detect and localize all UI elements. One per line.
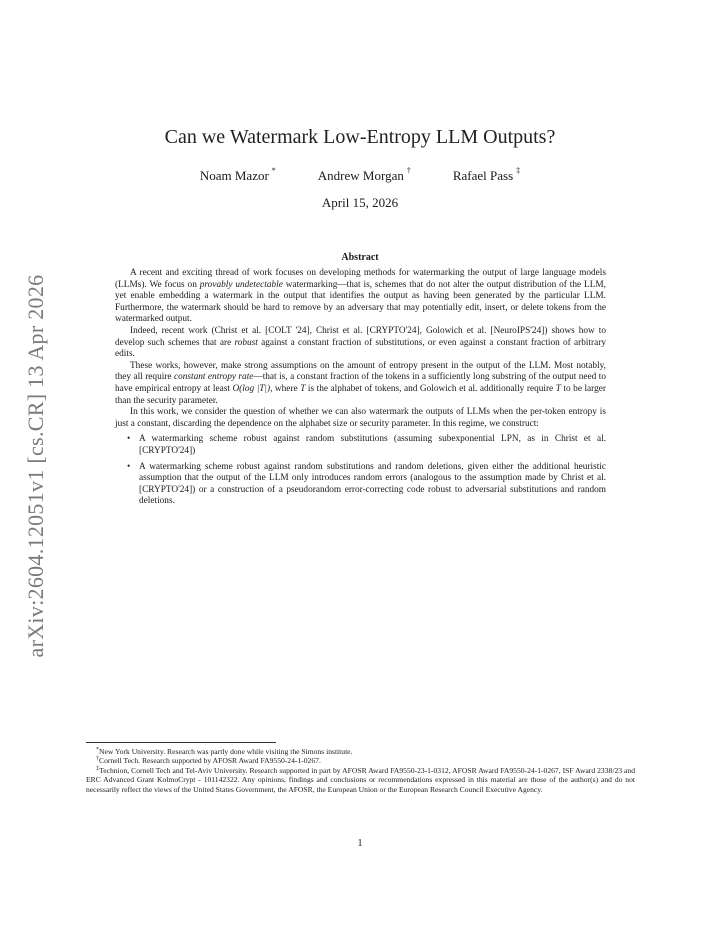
abstract-paragraph-4: In this work, we consider the question of whether we can also watermark the outputs of LLMs when the per-token entropy is just a constant, discarding the dependence on the alphabet size or security parameter. In this regime, we construct: [115,407,606,429]
footnote: †Cornell Tech. Research supported by AFOSR Award FA9550-24-1-0267. [96,756,321,766]
abstract-paragraph-1: A recent and exciting thread of work focuses on developing methods for watermarking the output of large language models (LLMs). We focus on provably undetectable watermarking—that is, schemes that do not alter the output distribution of the LLM, yet enable embedding a watermark in the output that identifies the output as having been generated by the particular LLM. Furthermore, the watermark should be hard to remove by an adversary that may potentially edit, insert, or delete tokens from the watermarked output. [115,268,606,325]
author-mazor [200,168,276,184]
emphasis: provably undetectable [199,279,283,290]
emphasis: robust [234,337,258,348]
paper-date: April 15, 2026 [321,195,399,210]
author-morgan [318,168,411,184]
footnote: ‡Technion, Cornell Tech and Tel-Aviv University. Research supported in part by AFOSR Award FA9550-23-1-0312, AFOSR Award FA9550-24-1-0267, ISF Award 2338/23 and ERC Advanced Grant KolmoCrypt - 101142322. Any opinions, findings and conclusions or recommendations expressed in this material are those of the author(s) and do not necessarily reflect the views of the United States Government, the AFOSR, the European Union or the European Research Council Executive Agency. [86,765,635,794]
bullet-icon: • [127,434,131,445]
arxiv-identifier: arXiv:2604.12051v1 [cs.CR] 13 Apr 2026 [23,274,48,658]
author-pass [453,168,520,184]
author-name: Andrew Morgan [317,168,404,183]
list-item: • A watermarking scheme robust against random substitutions (assuming subexponential LPN, as in Christ et al. [CRYPTO'24]) [127,434,606,456]
abstract-body [115,268,606,512]
abstract-paragraph-2: Indeed, recent work (Christ et al. [COLT '24], Christ et al. [CRYPTO'24], Golowich et al. [NeuroIPS'24]) shows how to develop such schemes that are robust against a constant fraction of substitutions, or even against a constant fraction of arbitrary edits. [115,325,606,360]
page-number: 1 [357,838,363,849]
list-item: • A watermarking scheme robust against random substitutions and random deletions, given either the additional heuristic assumption that the output of the LLM only introduces random errors (analogous to the assumption made by Christ et al. [CRYPTO'24]) or a construction of a pseudorandom error-correcting code robust to adversarial substitutions and random deletions. [127,461,606,507]
contribution-list [115,434,606,508]
abstract-heading: Abstract [341,252,379,263]
abstract-paragraph-3: These works, however, make strong assumptions on the amount of entropy present in the output of the LLM. Most notably, they all require constant entropy rate—that is, a constant fraction of the tokens in a sufficiently long substring of the output need to have empirical entropy at least O(log |T|), where T is the alphabet of tokens, and Golowich et al. additionally require T to be larger than the security parameter. [115,360,606,406]
math-expression: T [300,383,306,394]
footnote-divider [86,742,276,743]
author-mark: * [271,166,276,175]
math-expression: T [555,383,561,394]
author-mark: ‡ [516,166,521,175]
author-name: Noam Mazor [199,168,269,183]
author-name: Rafael Pass [452,168,514,183]
math-expression: O(log |T|) [232,383,271,394]
paper-title: Can we Watermark Low-Entropy LLM Outputs? [164,126,556,148]
author-mark: † [406,166,411,175]
author-list [0,168,720,184]
footnote: *New York University. Research was partly done while visiting the Simons institute. [96,747,353,756]
footnotes [86,747,635,794]
emphasis: constant entropy rate [173,372,254,383]
bullet-icon: • [127,461,131,472]
